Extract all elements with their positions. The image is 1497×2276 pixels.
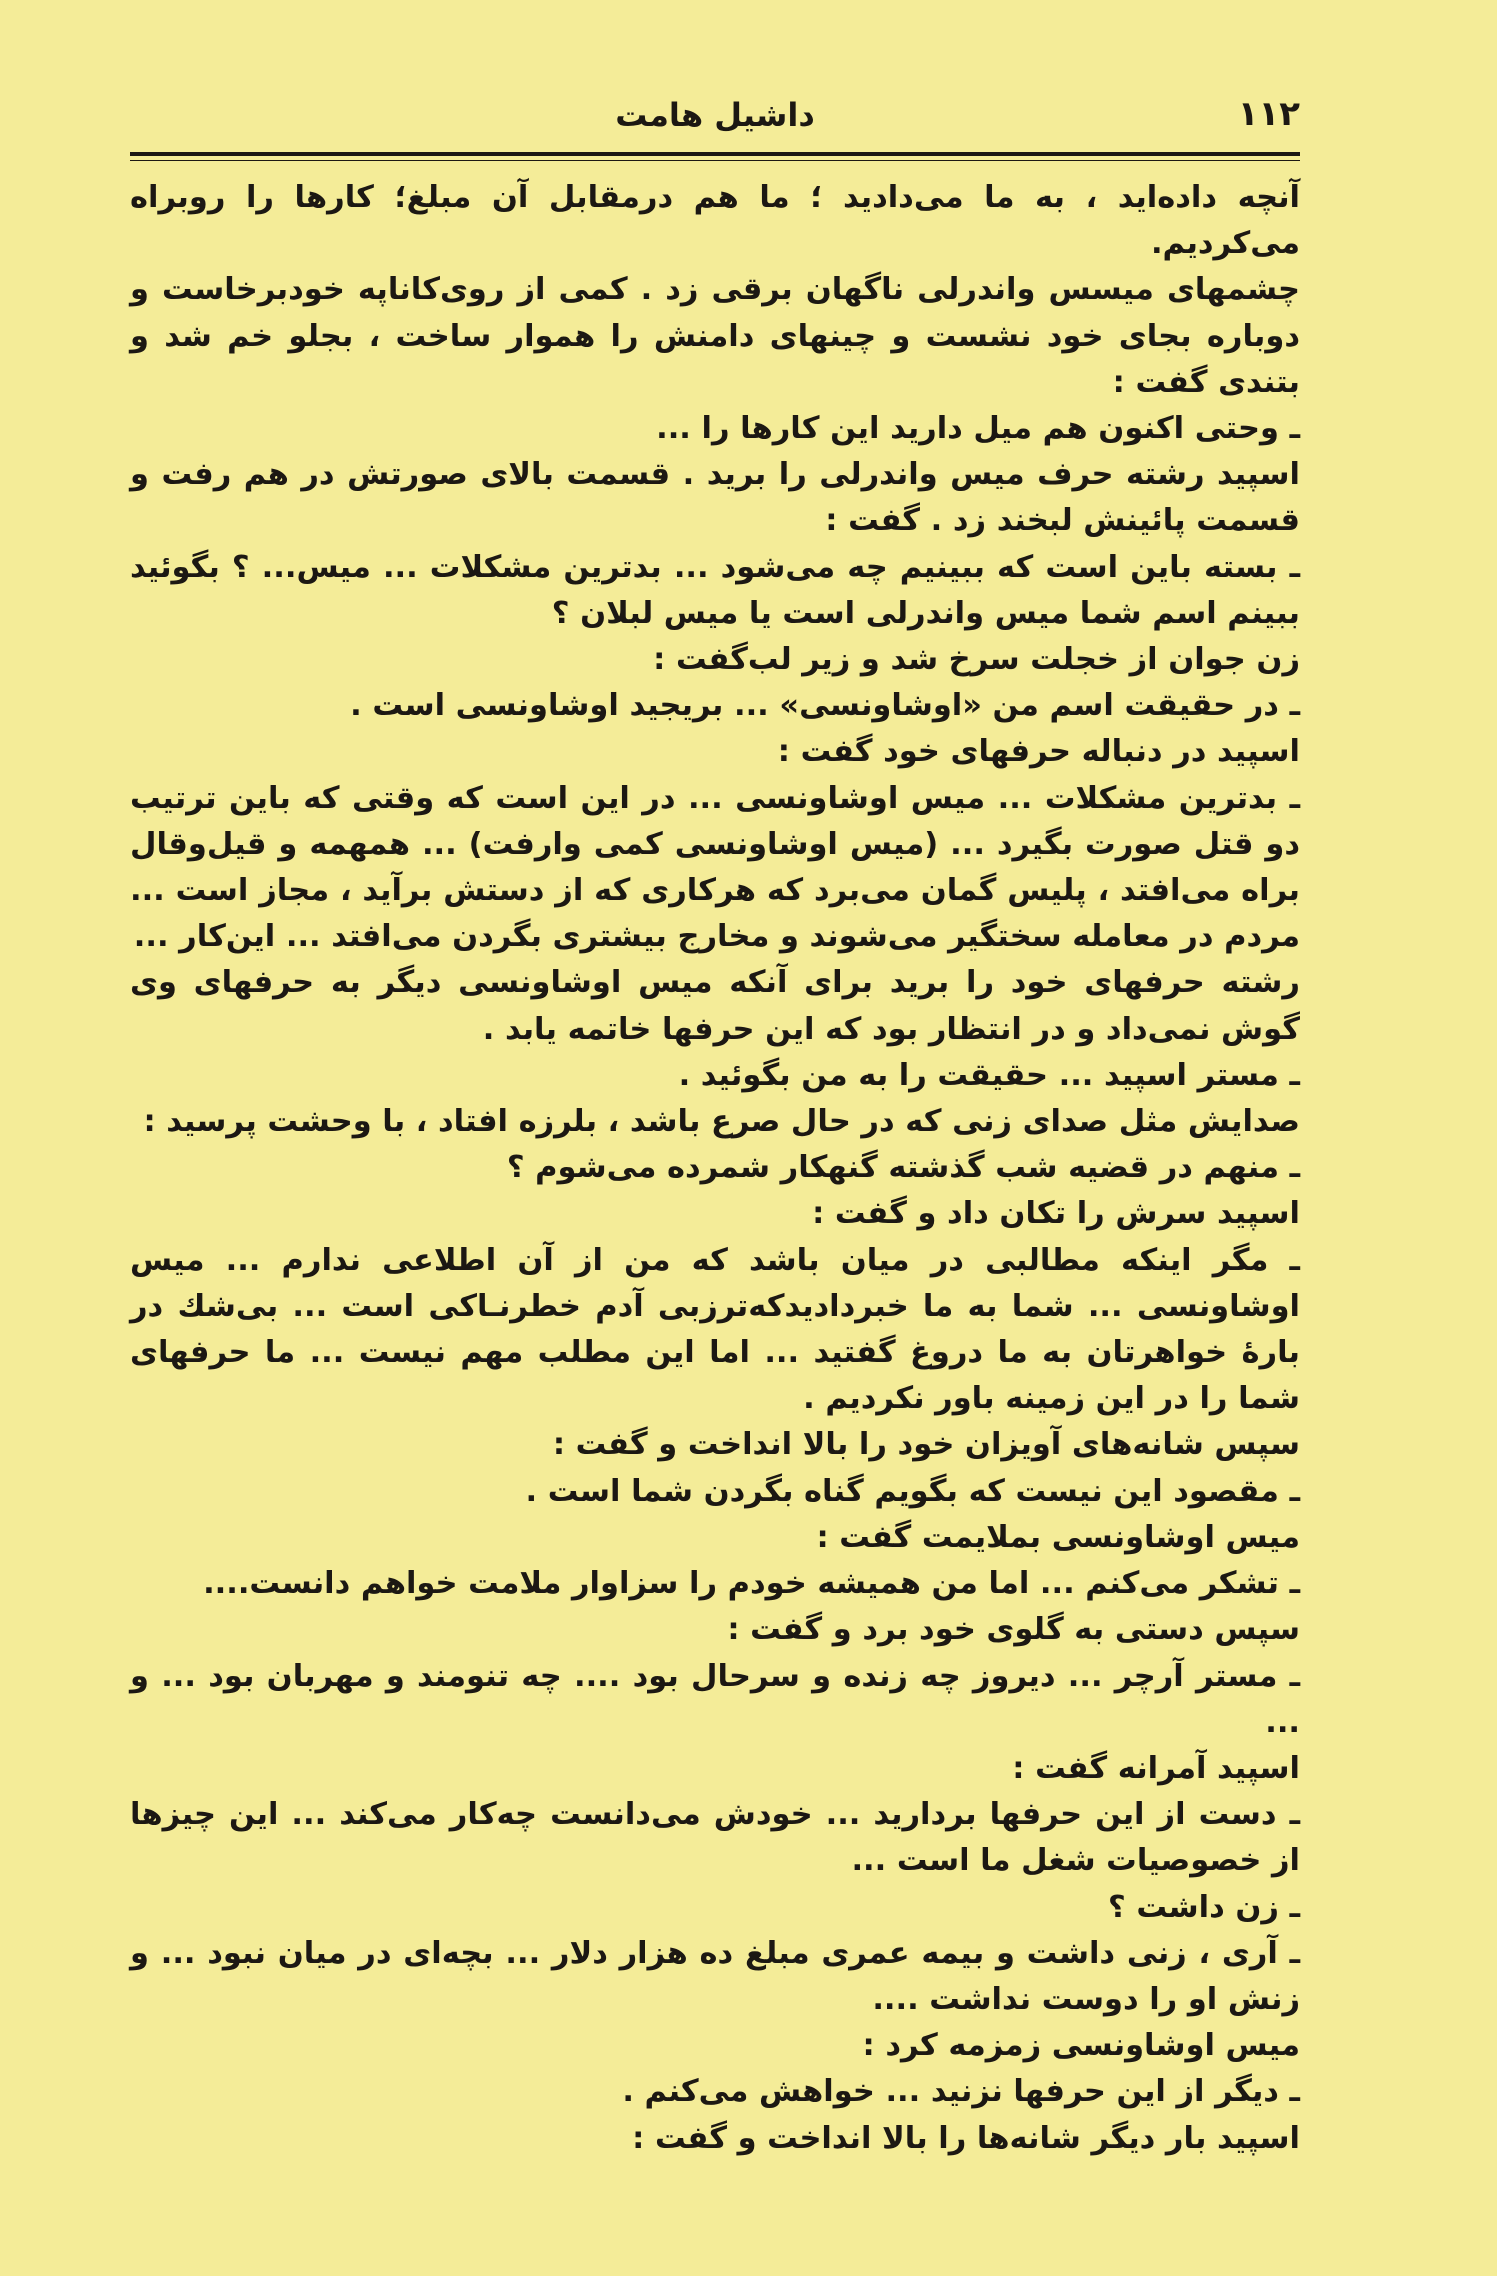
paragraph: ـ مگر اینکه مطالبی در میان باشد که من از آن اطلاعی ندارم ... میس اوشاونسی ... شما به ما خبردادیدکه‌ترزبی آدم خطرنـاکی است ... بی‌شك در بارهٔ خواهرتان به ما دروغ گفتید ... اما این مطلب مهم نیست ... ما حرفهای شما را در این زمینه باور نکردیم . [130, 1242, 1300, 1417]
paragraph: ـ منهم در قضیه شب گذشته گنهکار شمرده می‌شوم ؟ [506, 1150, 1300, 1186]
paragraph: اسپید رشته حرف میس واندرلی را برید . قسمت بالای صورتش در هم رفت و قسمت پائینش لبخند زد . گفت : [130, 457, 1300, 539]
paragraph: ـ بسته باین است که ببینیم چه می‌شود ... بدترین مشکلات ... میس... ؟ بگوئید ببینم اسم شما میس واندرلی است یا میس لبلان ؟ [130, 549, 1300, 631]
paragraph: ـ تشکر می‌کنم ... اما من همیشه خودم را سزاوار ملامت خواهم دانست.... [203, 1566, 1300, 1602]
paragraph: اسپید آمرانه گفت : [1012, 1750, 1300, 1786]
paragraph: سپس دستی به گلوی خود برد و گفت : [727, 1612, 1300, 1648]
paragraph: ـ زن داشت ؟ [1108, 1889, 1300, 1925]
paragraph: صدایش مثل صدای زنی که در حال صرع باشد ، بلرزه افتاد ، با وحشت پرسید : [143, 1104, 1300, 1140]
book-page [130, 90, 1300, 2210]
paragraph: زن جوان از خجلت سرخ شد و زیر لب‌گفت : [653, 642, 1300, 678]
paragraph: ـ دست از این حرفها بردارید ... خودش می‌دانست چه‌کار می‌کند ... این چیزها از خصوصیات شغل ما است ... [130, 1797, 1300, 1879]
paragraph: سپس شانه‌های آویزان خود را بالا انداخت و گفت : [552, 1427, 1300, 1463]
paragraph: ـ دیگر از این حرفها نزنید ... خواهش می‌کنم . [622, 2074, 1300, 2110]
paragraph: اسپید در دنباله حرفهای خود گفت : [777, 734, 1300, 770]
paragraph: ـ مستر اسپید ... حقیقت را به من بگوئید . [678, 1057, 1300, 1093]
paragraph: چشمهای میسس واندرلی ناگهان برقی زد . کمی از روی‌کاناپه خودبرخاست و دوباره بجای خود نشست و چینهای دامنش را هموار ساخت ، بجلو خم شد و بتندی گفت : [130, 272, 1300, 400]
paragraph: آنچه داده‌اید ، به ما می‌دادید ؛ ما هم درمقابل آن مبلغ؛ کارها را روبراه می‌کردیم. [130, 180, 1300, 262]
paragraph: ـ مستر آرچر ... دیروز چه زنده و سرحال بود .... چه تنومند و مهربان بود ... و ... [130, 1658, 1300, 1740]
header-rule [130, 152, 1300, 161]
paragraph: میس اوشاونسی بملایمت گفت : [816, 1519, 1300, 1555]
page-header [130, 90, 1300, 152]
running-title: داشیل هامت [615, 96, 815, 134]
paragraph: ـ آری ، زنی داشت و بیمه عمری مبلغ ده هزار دلار ... بچه‌ای در میان نبود ... و زنش او را دوست نداشت .... [130, 1935, 1300, 2017]
paragraph: میس اوشاونسی زمزمه کرد : [862, 2028, 1300, 2064]
paragraph: ـ در حقیقت اسم من «اوشاونسی» ... بریجید اوشاونسی است . [350, 688, 1300, 724]
paragraph: اسپید بار دیگر شانه‌ها را بالا انداخت و گفت : [632, 2120, 1300, 2156]
paragraph: اسپید سرش را تکان داد و گفت : [812, 1196, 1300, 1232]
paragraph: ـ بدترین مشکلات ... میس اوشاونسی ... در این است که وقتی که باین ترتیب دو قتل صورت بگیرد ... (میس اوشاونسی کمی وارفت) ... همهمه و قیل‌وقال براه می‌افتد ، پلیس گمان می‌برد که هرکاری که از دستش برآید ، مجاز است ... مردم در معامله سختگیر می‌شوند و مخارج بیشتری بگردن می‌افتد ... این‌کار ... [130, 780, 1300, 955]
body-text [130, 175, 1300, 2162]
paragraph: ـ مقصود این نیست که بگویم گناه بگردن شما است . [525, 1473, 1300, 1509]
paragraph: رشته حرفهای خود را برید برای آنکه میس اوشاونسی دیگر به حرفهای وی گوش نمی‌داد و در انتظار بود که این حرفها خاتمه یابد . [130, 965, 1300, 1047]
page-number: ۱۱۲ [1237, 94, 1300, 134]
paragraph: ـ وحتی اکنون هم میل دارید این کارها را ... [656, 411, 1300, 447]
